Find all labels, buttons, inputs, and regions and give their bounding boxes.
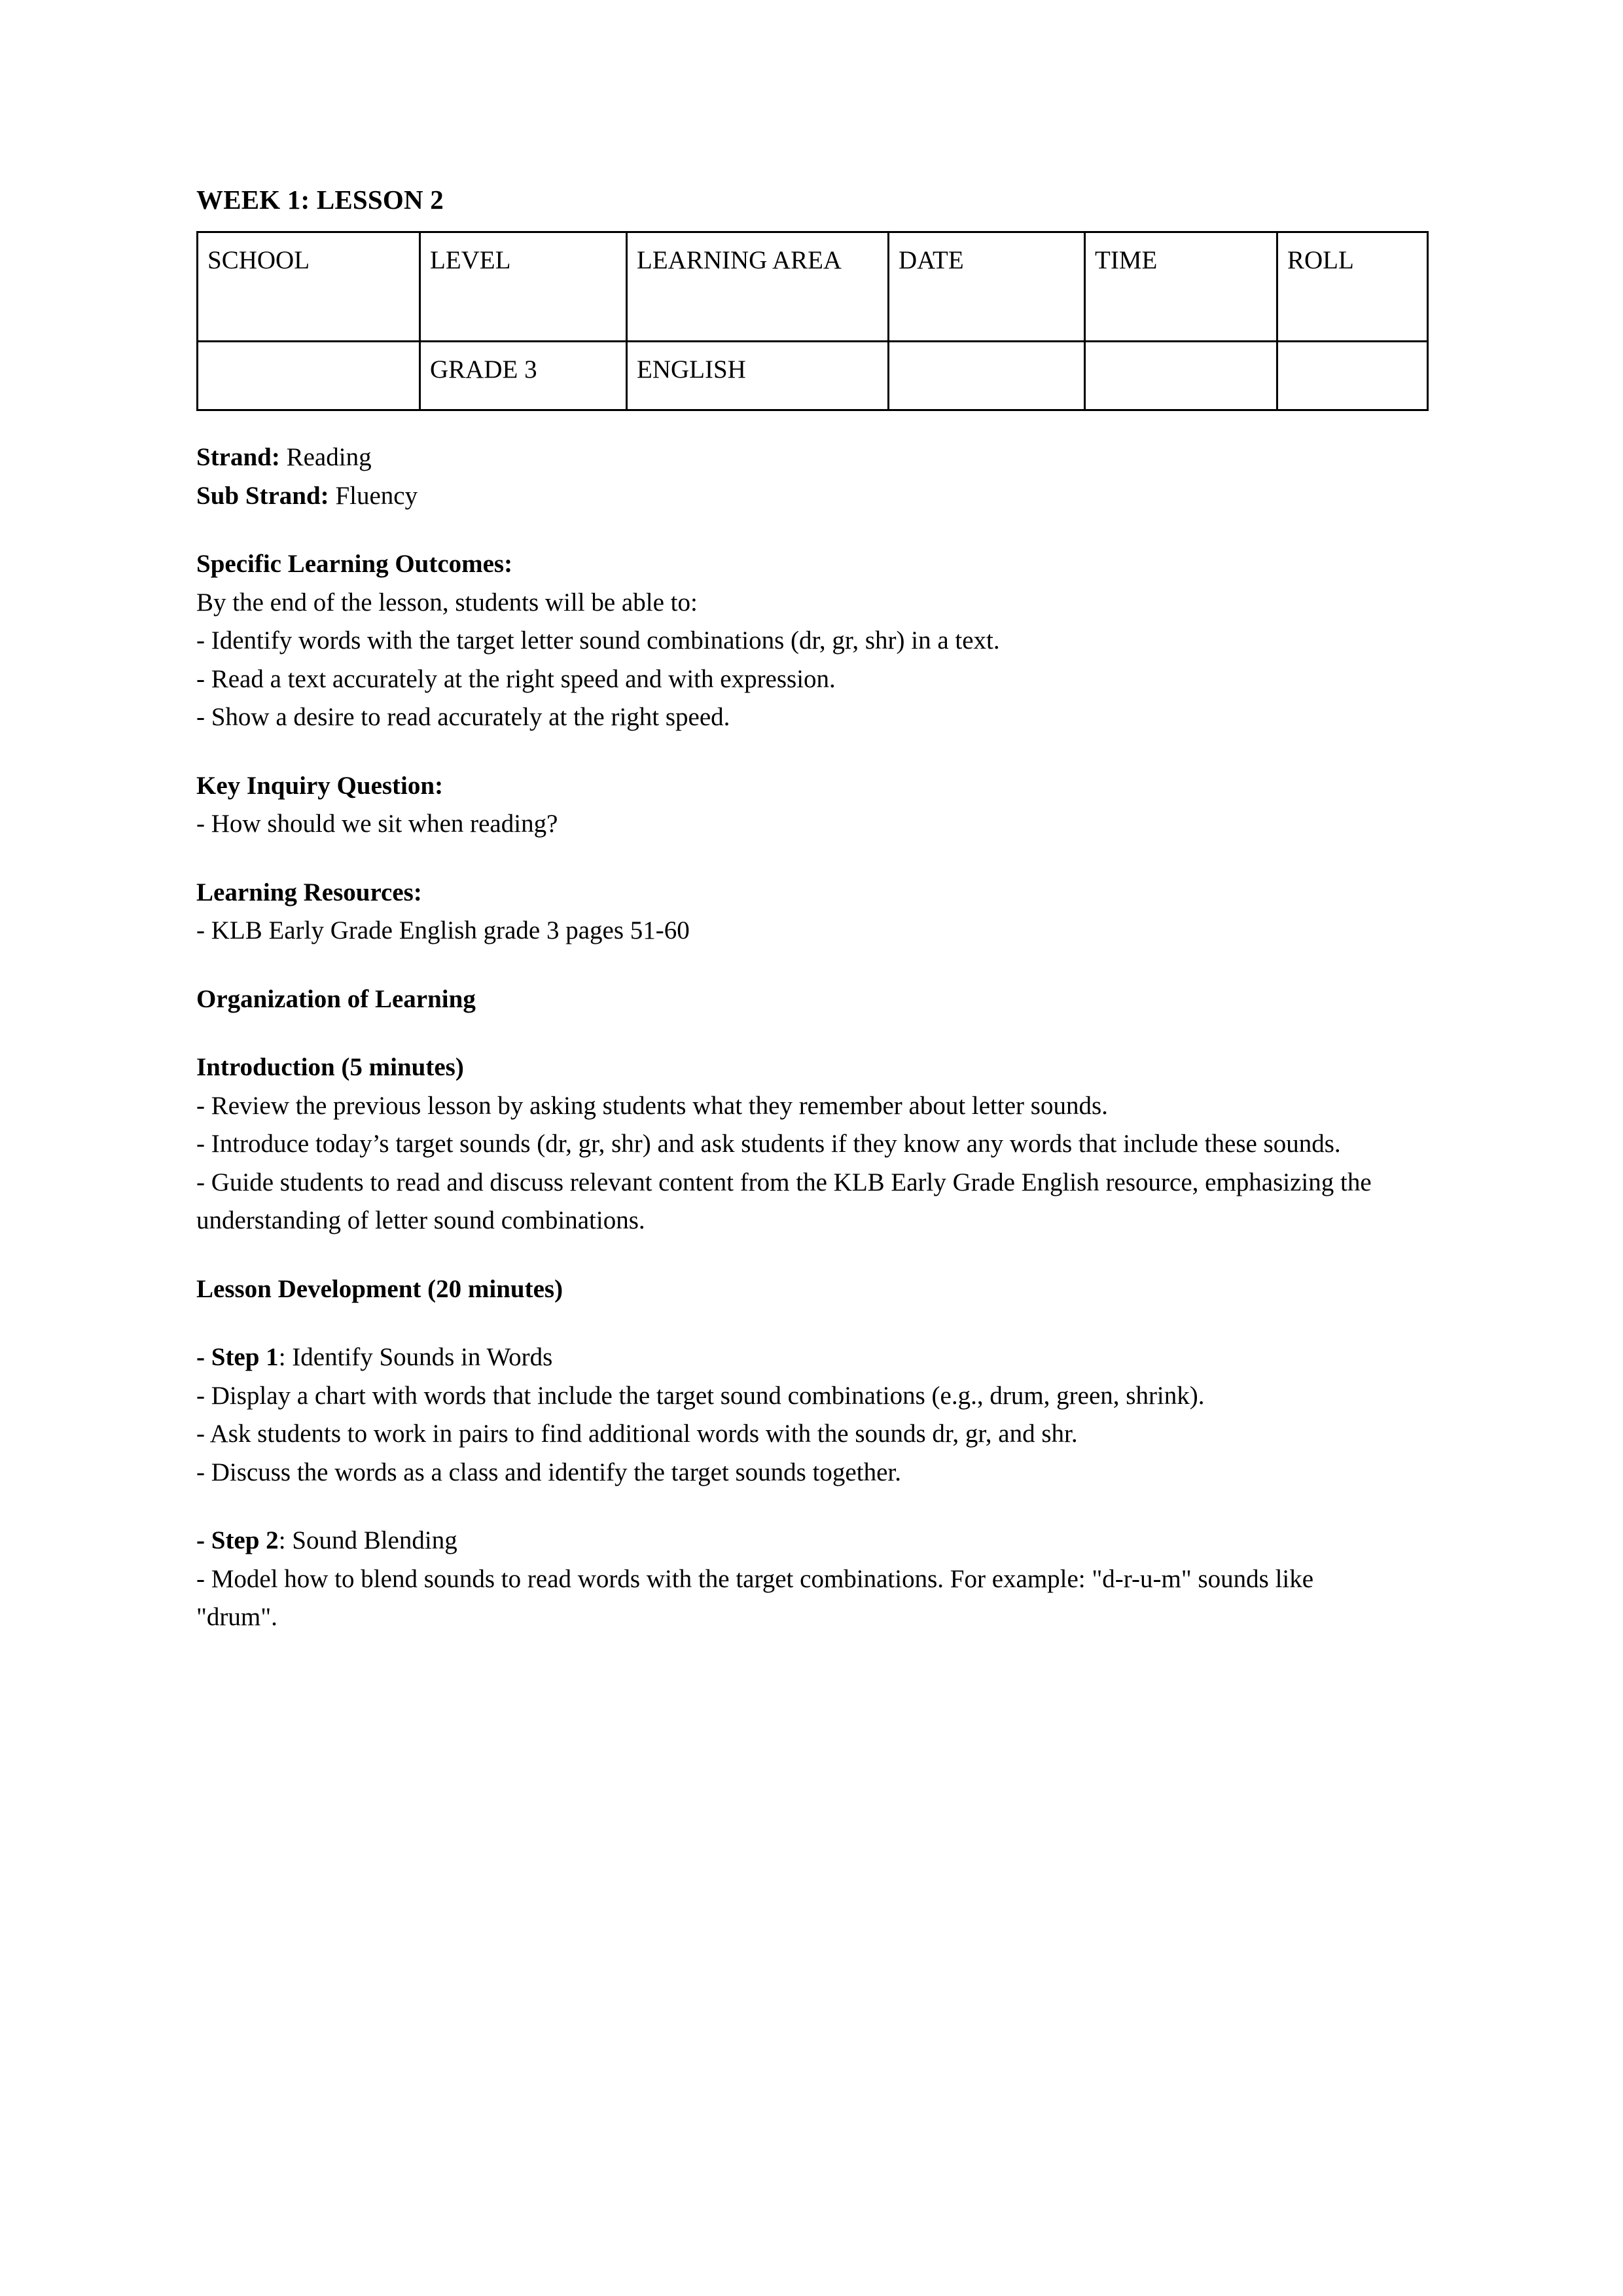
lesson-info-table (196, 231, 1429, 411)
table-cell-learning-area: ENGLISH (627, 342, 889, 410)
list-item: - Ask students to work in pairs to find additional words with the sounds dr, gr, and shr. (196, 1420, 1078, 1448)
step-2-dash: - (196, 1526, 211, 1554)
list-item: - KLB Early Grade English grade 3 pages 51-60 (196, 916, 690, 944)
table-header-date: DATE (889, 232, 1085, 342)
heading-lesson-development: Lesson Development (20 minutes) (196, 1274, 563, 1303)
step-2-label: Step 2 (211, 1526, 279, 1554)
heading-learning-resources: Learning Resources: (196, 878, 422, 906)
step-1-dash: - (196, 1343, 211, 1371)
list-item: - Review the previous lesson by asking students what they remember about letter sounds. (196, 1091, 1108, 1120)
spacer (196, 737, 1394, 767)
sub-strand-value: Fluency (329, 481, 418, 510)
step-1-subtitle: : Identify Sounds in Words (278, 1343, 553, 1371)
spacer (196, 844, 1394, 874)
heading-specific-learning-outcomes: Specific Learning Outcomes: (196, 550, 513, 578)
table-header-time: TIME (1085, 232, 1277, 342)
heading-organization-of-learning: Organization of Learning (196, 984, 476, 1013)
step-1-label: Step 1 (211, 1343, 279, 1371)
list-item: - Introduce today’s target sounds (dr, gr, shr) and ask students if they know any words that include these sounds. (196, 1130, 1341, 1158)
step-2-title (196, 1522, 1394, 1560)
table-header-roll: ROLL (1277, 232, 1428, 342)
table-header-learning-area: LEARNING AREA (627, 232, 889, 342)
table-cell-roll (1277, 342, 1428, 410)
list-item: - Read a text accurately at the right speed and with expression. (196, 664, 836, 693)
spacer (196, 1308, 1394, 1338)
table-row (198, 342, 1428, 410)
sub-strand-line (196, 477, 1394, 516)
step-2-subtitle: : Sound Blending (278, 1526, 457, 1554)
list-item: - How should we sit when reading? (196, 810, 558, 838)
table-cell-date (889, 342, 1085, 410)
strand-value: Reading (279, 443, 372, 471)
table-header-level: LEVEL (420, 232, 627, 342)
strand-line (196, 439, 1394, 477)
outcomes-intro: By the end of the lesson, students will be able to: (196, 588, 698, 617)
list-item: - Discuss the words as a class and identify the target sounds together. (196, 1458, 901, 1486)
table-header-school: SCHOOL (198, 232, 420, 342)
spacer (196, 1018, 1394, 1049)
table-cell-school (198, 342, 420, 410)
spacer (196, 950, 1394, 980)
list-item: - Identify words with the target letter sound combinations (dr, gr, shr) in a text. (196, 626, 1000, 655)
document-body (196, 439, 1394, 1637)
table-cell-time (1085, 342, 1277, 410)
spacer (196, 515, 1394, 545)
table-cell-level: GRADE 3 (420, 342, 627, 410)
list-item: - Show a desire to read accurately at the right speed. (196, 703, 730, 731)
list-item: - Model how to blend sounds to read words with the target combinations. For example: "d-r-u-m" sounds like "drum". (196, 1564, 1314, 1631)
spacer (196, 1240, 1394, 1270)
spacer (196, 1492, 1394, 1522)
strand-label: Strand: (196, 443, 280, 471)
table-row (198, 232, 1428, 342)
sub-strand-label: Sub Strand: (196, 481, 329, 510)
heading-introduction: Introduction (5 minutes) (196, 1053, 464, 1081)
list-item: - Display a chart with words that include the target sound combinations (e.g., drum, green, shrink). (196, 1381, 1205, 1410)
heading-key-inquiry-question: Key Inquiry Question: (196, 771, 444, 800)
page-title: WEEK 1: LESSON 2 (196, 185, 444, 215)
list-item: - Guide students to read and discuss relevant content from the KLB Early Grade English resource, emphasizing the understanding of letter sound combinations. (196, 1168, 1372, 1234)
step-1-title (196, 1338, 1394, 1377)
